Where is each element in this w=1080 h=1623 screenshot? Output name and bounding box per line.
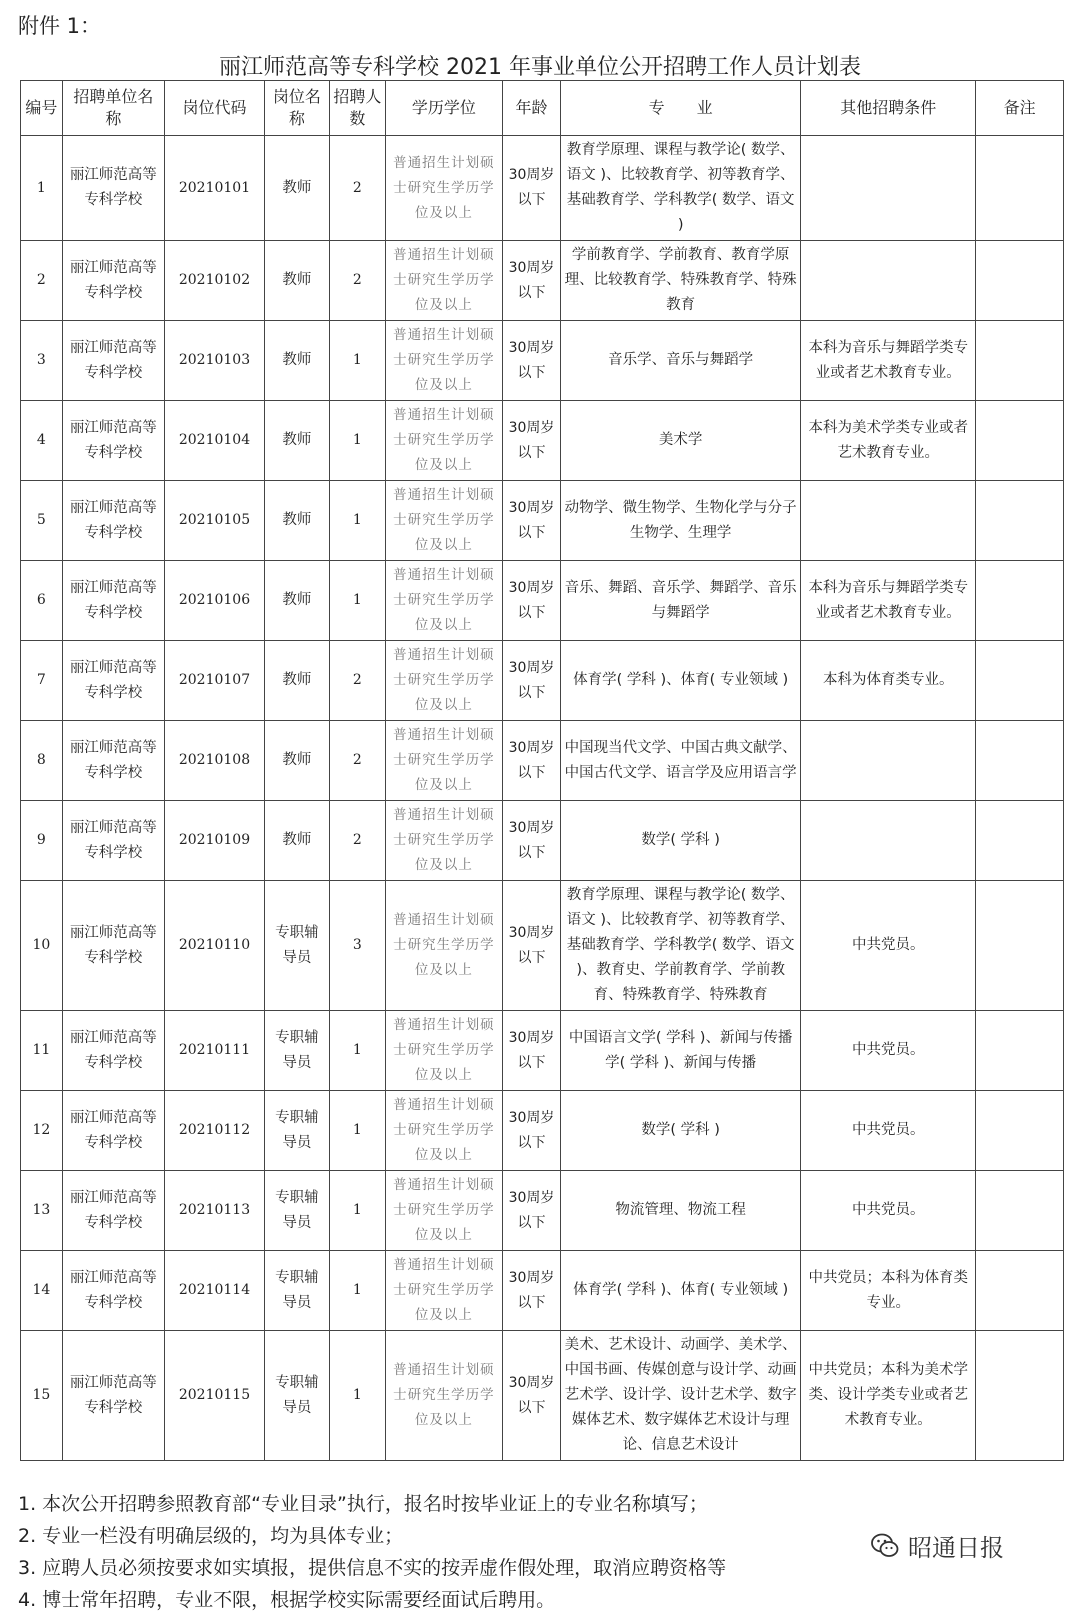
cell-major: 学前教育学、学前教育、教育学原理、比较教育学、特殊教育学、特殊教育 (561, 241, 801, 321)
cell-major: 教育学原理、课程与教学论( 数学、语文 )、比较教育学、初等教育学、基础教育学、学科教学( 数学、语文 ) (561, 136, 801, 241)
cell-education: 普通招生计划硕士研究生学历学位及以上 (386, 1171, 503, 1251)
cell-remarks (976, 481, 1064, 561)
col-header-age: 年龄 (502, 81, 560, 136)
cell-number: 5 (21, 481, 63, 561)
col-header-education: 学历学位 (386, 81, 503, 136)
cell-education: 普通招生计划硕士研究生学历学位及以上 (386, 1331, 503, 1461)
cell-age: 30周岁以下 (502, 1091, 560, 1171)
cell-unit: 丽江师范高等专科学校 (62, 1011, 164, 1091)
cell-education: 普通招生计划硕士研究生学历学位及以上 (386, 1091, 503, 1171)
cell-unit: 丽江师范高等专科学校 (62, 241, 164, 321)
cell-age: 30周岁以下 (502, 561, 560, 641)
cell-major: 美术、艺术设计、动画学、美术学、中国书画、传媒创意与设计学、动画艺术学、设计学、设计艺术学、数字媒体艺术、数字媒体艺术设计与理论、信息艺术设计 (561, 1331, 801, 1461)
table-row (21, 641, 1064, 721)
cell-conditions (801, 241, 976, 321)
cell-number: 1 (21, 136, 63, 241)
cell-remarks (976, 1011, 1064, 1091)
cell-post: 教师 (265, 136, 330, 241)
table-row (21, 561, 1064, 641)
cell-education: 普通招生计划硕士研究生学历学位及以上 (386, 321, 503, 401)
cell-count: 2 (329, 801, 385, 881)
cell-age: 30周岁以下 (502, 1171, 560, 1251)
cell-post: 专职辅导员 (265, 1251, 330, 1331)
cell-unit: 丽江师范高等专科学校 (62, 321, 164, 401)
cell-post: 教师 (265, 721, 330, 801)
cell-post: 专职辅导员 (265, 881, 330, 1011)
cell-major: 物流管理、物流工程 (561, 1171, 801, 1251)
cell-education: 普通招生计划硕士研究生学历学位及以上 (386, 136, 503, 241)
cell-major: 体育学( 学科 )、体育( 专业领域 ) (561, 641, 801, 721)
cell-number: 7 (21, 641, 63, 721)
cell-education: 普通招生计划硕士研究生学历学位及以上 (386, 1251, 503, 1331)
cell-major: 数学( 学科 ) (561, 801, 801, 881)
cell-major: 教育学原理、课程与教学论( 数学、语文 )、比较教育学、初等教育学、基础教育学、学科教学( 数学、语文 )、教育史、学前教育学、学前教育、特殊教育学、特殊教育 (561, 881, 801, 1011)
footnote: 4. 博士常年招聘，专业不限，根据学校实际需要经面试后聘用。 (18, 1589, 556, 1611)
cell-code: 20210104 (164, 401, 264, 481)
cell-remarks (976, 721, 1064, 801)
cell-number: 10 (21, 881, 63, 1011)
cell-count: 1 (329, 1331, 385, 1461)
cell-conditions: 本科为音乐与舞蹈学类专业或者艺术教育专业。 (801, 321, 976, 401)
cell-age: 30周岁以下 (502, 721, 560, 801)
cell-post: 专职辅导员 (265, 1171, 330, 1251)
cell-code: 20210108 (164, 721, 264, 801)
cell-unit: 丽江师范高等专科学校 (62, 1331, 164, 1461)
cell-unit: 丽江师范高等专科学校 (62, 561, 164, 641)
cell-number: 9 (21, 801, 63, 881)
cell-age: 30周岁以下 (502, 1251, 560, 1331)
cell-code: 20210111 (164, 1011, 264, 1091)
cell-remarks (976, 1331, 1064, 1461)
cell-unit: 丽江师范高等专科学校 (62, 721, 164, 801)
cell-number: 15 (21, 1331, 63, 1461)
cell-number: 6 (21, 561, 63, 641)
cell-age: 30周岁以下 (502, 881, 560, 1011)
cell-code: 20210105 (164, 481, 264, 561)
cell-education: 普通招生计划硕士研究生学历学位及以上 (386, 401, 503, 481)
cell-age: 30周岁以下 (502, 321, 560, 401)
cell-remarks (976, 241, 1064, 321)
cell-unit: 丽江师范高等专科学校 (62, 801, 164, 881)
cell-code: 20210103 (164, 321, 264, 401)
cell-post: 专职辅导员 (265, 1091, 330, 1171)
cell-count: 1 (329, 321, 385, 401)
cell-age: 30周岁以下 (502, 1331, 560, 1461)
col-header-major: 专 业 (561, 81, 801, 136)
cell-count: 2 (329, 241, 385, 321)
cell-number: 4 (21, 401, 63, 481)
cell-education: 普通招生计划硕士研究生学历学位及以上 (386, 641, 503, 721)
cell-age: 30周岁以下 (502, 801, 560, 881)
table-row (21, 321, 1064, 401)
cell-conditions: 本科为体育类专业。 (801, 641, 976, 721)
col-header-unit: 招聘单位名称 (62, 81, 164, 136)
cell-major: 体育学( 学科 )、体育( 专业领域 ) (561, 1251, 801, 1331)
col-header-conditions: 其他招聘条件 (801, 81, 976, 136)
cell-remarks (976, 136, 1064, 241)
table-row (21, 1171, 1064, 1251)
cell-remarks (976, 1251, 1064, 1331)
cell-age: 30周岁以下 (502, 1011, 560, 1091)
cell-code: 20210102 (164, 241, 264, 321)
table-row (21, 1091, 1064, 1171)
table-row (21, 1011, 1064, 1091)
footnote: 1. 本次公开招聘参照教育部“专业目录”执行，报名时按毕业证上的专业名称填写； (18, 1493, 708, 1515)
cell-major: 中国语言文学( 学科 )、新闻与传播学( 学科 )、新闻与传播 (561, 1011, 801, 1091)
table-row (21, 721, 1064, 801)
cell-education: 普通招生计划硕士研究生学历学位及以上 (386, 561, 503, 641)
cell-number: 8 (21, 721, 63, 801)
table-header-row (21, 81, 1064, 136)
table-row (21, 401, 1064, 481)
cell-post: 教师 (265, 241, 330, 321)
cell-education: 普通招生计划硕士研究生学历学位及以上 (386, 801, 503, 881)
cell-code: 20210101 (164, 136, 264, 241)
cell-remarks (976, 1171, 1064, 1251)
cell-education: 普通招生计划硕士研究生学历学位及以上 (386, 721, 503, 801)
cell-unit: 丽江师范高等专科学校 (62, 481, 164, 561)
cell-code: 20210107 (164, 641, 264, 721)
cell-conditions: 中共党员。 (801, 1011, 976, 1091)
cell-education: 普通招生计划硕士研究生学历学位及以上 (386, 241, 503, 321)
table-row (21, 481, 1064, 561)
cell-conditions: 中共党员；本科为美术学类、设计学类专业或者艺术教育专业。 (801, 1331, 976, 1461)
cell-age: 30周岁以下 (502, 481, 560, 561)
cell-age: 30周岁以下 (502, 136, 560, 241)
cell-conditions: 中共党员。 (801, 1091, 976, 1171)
cell-conditions: 本科为美术学类专业或者艺术教育专业。 (801, 401, 976, 481)
col-header-remarks: 备注 (976, 81, 1064, 136)
cell-remarks (976, 1091, 1064, 1171)
cell-unit: 丽江师范高等专科学校 (62, 641, 164, 721)
cell-education: 普通招生计划硕士研究生学历学位及以上 (386, 481, 503, 561)
cell-code: 20210110 (164, 881, 264, 1011)
cell-education: 普通招生计划硕士研究生学历学位及以上 (386, 1011, 503, 1091)
cell-code: 20210114 (164, 1251, 264, 1331)
cell-code: 20210113 (164, 1171, 264, 1251)
cell-post: 教师 (265, 561, 330, 641)
cell-major: 音乐、舞蹈、音乐学、舞蹈学、音乐与舞蹈学 (561, 561, 801, 641)
cell-remarks (976, 641, 1064, 721)
table-row (21, 881, 1064, 1011)
cell-conditions (801, 721, 976, 801)
cell-post: 教师 (265, 801, 330, 881)
cell-code: 20210115 (164, 1331, 264, 1461)
watermark-text: 昭通日报 (908, 1534, 1004, 1562)
cell-conditions (801, 136, 976, 241)
cell-remarks (976, 881, 1064, 1011)
cell-remarks (976, 321, 1064, 401)
cell-remarks (976, 801, 1064, 881)
cell-post: 教师 (265, 401, 330, 481)
watermark (870, 1528, 1004, 1563)
cell-count: 1 (329, 1251, 385, 1331)
cell-major: 美术学 (561, 401, 801, 481)
footnote: 2. 专业一栏没有明确层级的，均为具体专业； (18, 1525, 404, 1547)
col-header-code: 岗位代码 (164, 81, 264, 136)
cell-post: 专职辅导员 (265, 1331, 330, 1461)
cell-count: 1 (329, 1171, 385, 1251)
cell-number: 13 (21, 1171, 63, 1251)
cell-number: 14 (21, 1251, 63, 1331)
cell-count: 1 (329, 401, 385, 481)
cell-number: 3 (21, 321, 63, 401)
cell-unit: 丽江师范高等专科学校 (62, 401, 164, 481)
cell-unit: 丽江师范高等专科学校 (62, 136, 164, 241)
cell-unit: 丽江师范高等专科学校 (62, 1091, 164, 1171)
cell-age: 30周岁以下 (502, 241, 560, 321)
cell-conditions (801, 801, 976, 881)
col-header-number: 编号 (21, 81, 63, 136)
cell-count: 1 (329, 561, 385, 641)
cell-remarks (976, 561, 1064, 641)
cell-number: 12 (21, 1091, 63, 1171)
cell-remarks (976, 401, 1064, 481)
table-row (21, 1251, 1064, 1331)
cell-code: 20210109 (164, 801, 264, 881)
table-row (21, 801, 1064, 881)
cell-post: 专职辅导员 (265, 1011, 330, 1091)
cell-major: 数学( 学科 ) (561, 1091, 801, 1171)
cell-major: 中国现当代文学、中国古典文献学、中国古代文学、语言学及应用语言学 (561, 721, 801, 801)
table-row (21, 241, 1064, 321)
cell-major: 音乐学、音乐与舞蹈学 (561, 321, 801, 401)
cell-number: 11 (21, 1011, 63, 1091)
cell-post: 教师 (265, 321, 330, 401)
cell-conditions (801, 481, 976, 561)
cell-count: 2 (329, 136, 385, 241)
attachment-label: 附件 1： (18, 14, 102, 38)
cell-unit: 丽江师范高等专科学校 (62, 881, 164, 1011)
cell-post: 教师 (265, 481, 330, 561)
cell-count: 1 (329, 481, 385, 561)
cell-post: 教师 (265, 641, 330, 721)
cell-conditions: 本科为音乐与舞蹈学类专业或者艺术教育专业。 (801, 561, 976, 641)
cell-conditions: 中共党员；本科为体育类专业。 (801, 1251, 976, 1331)
cell-number: 2 (21, 241, 63, 321)
cell-conditions: 中共党员。 (801, 1171, 976, 1251)
cell-unit: 丽江师范高等专科学校 (62, 1251, 164, 1331)
recruitment-plan-table (20, 80, 1064, 1461)
cell-unit: 丽江师范高等专科学校 (62, 1171, 164, 1251)
cell-count: 1 (329, 1091, 385, 1171)
cell-count: 2 (329, 721, 385, 801)
col-header-post: 岗位名称 (265, 81, 330, 136)
col-header-count: 招聘人数 (329, 81, 385, 136)
cell-code: 20210106 (164, 561, 264, 641)
table-row (21, 136, 1064, 241)
cell-code: 20210112 (164, 1091, 264, 1171)
wechat-icon (870, 1531, 900, 1561)
footnote: 3. 应聘人员必须按要求如实填报，提供信息不实的按弄虚作假处理，取消应聘资格等 (18, 1557, 727, 1579)
cell-age: 30周岁以下 (502, 401, 560, 481)
table-row (21, 1331, 1064, 1461)
cell-count: 2 (329, 641, 385, 721)
cell-count: 3 (329, 881, 385, 1011)
cell-age: 30周岁以下 (502, 641, 560, 721)
cell-education: 普通招生计划硕士研究生学历学位及以上 (386, 881, 503, 1011)
cell-count: 1 (329, 1011, 385, 1091)
page-title: 丽江师范高等专科学校 2021 年事业单位公开招聘工作人员计划表 (219, 55, 861, 80)
cell-major: 动物学、微生物学、生物化学与分子生物学、生理学 (561, 481, 801, 561)
cell-conditions: 中共党员。 (801, 881, 976, 1011)
